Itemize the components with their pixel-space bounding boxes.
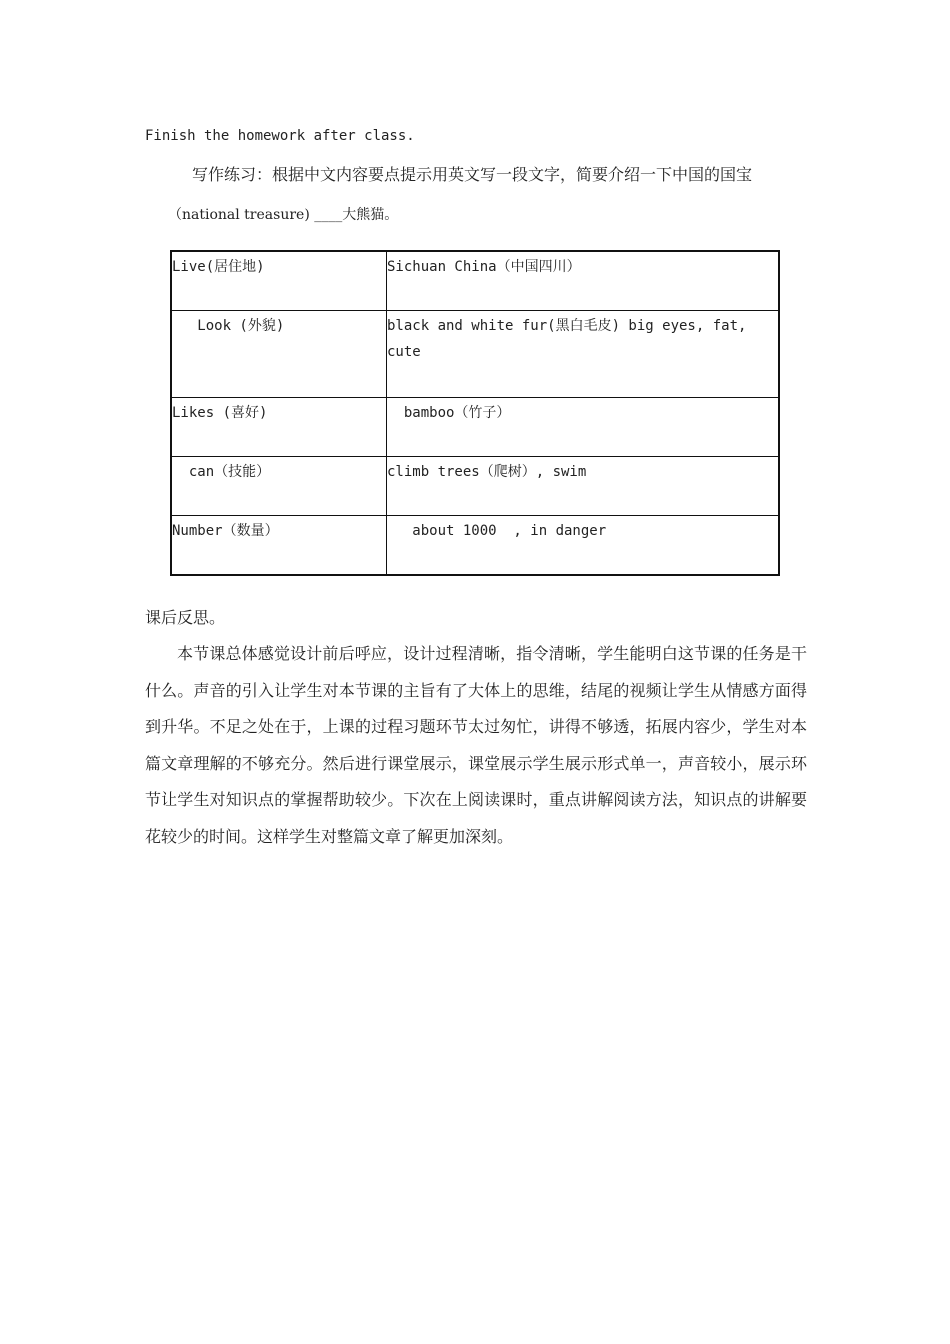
row-value: bamboo（竹子）	[387, 398, 780, 457]
row-value: black and white fur(黑白毛皮) big eyes, fat, cute	[387, 311, 780, 398]
homework-line: Finish the homework after class.	[145, 128, 415, 144]
row-key: Live(居住地)	[171, 251, 387, 311]
row-key: can（技能）	[171, 457, 387, 516]
row-key: Look (外貌)	[171, 311, 387, 398]
writing-task-line-2: （national treasure) ____大熊猫。	[168, 207, 399, 223]
panda-info-table	[170, 250, 780, 576]
row-value: about 1000 , in danger	[387, 516, 780, 576]
reflection-body: 本节课总体感觉设计前后呼应，设计过程清晰，指令清晰，学生能明白这节课的任务是干什么。声音的引入让学生对本节课的主旨有了大体上的思维，结尾的视频让学生从情感方面得到升华。不足之处在于，上课的过程习题环节太过匆忙，讲得不够透，拓展内容少，学生对本篇文章理解的不够充分。然后进行课堂展示，课堂展示学生展示形式单一，声音较小，展示环节让学生对知识点的掌握帮助较少。下次在上阅读课时，重点讲解阅读方法，知识点的讲解要花较少的时间。这样学生对整篇文章了解更加深刻。	[145, 644, 807, 846]
table-row	[171, 251, 779, 311]
row-key: Number（数量）	[171, 516, 387, 576]
table-row	[171, 516, 779, 576]
table-row	[171, 457, 779, 516]
writing-task-line-1: 写作练习：根据中文内容要点提示用英文写一段文字，简要介绍一下中国的国宝	[192, 165, 753, 184]
reflection-title: 课后反思。	[145, 608, 226, 627]
row-key: Likes (喜好)	[171, 398, 387, 457]
table-row	[171, 398, 779, 457]
table-row	[171, 311, 779, 398]
row-value: climb trees（爬树）, swim	[387, 457, 780, 516]
row-value: Sichuan China（中国四川）	[387, 251, 780, 311]
